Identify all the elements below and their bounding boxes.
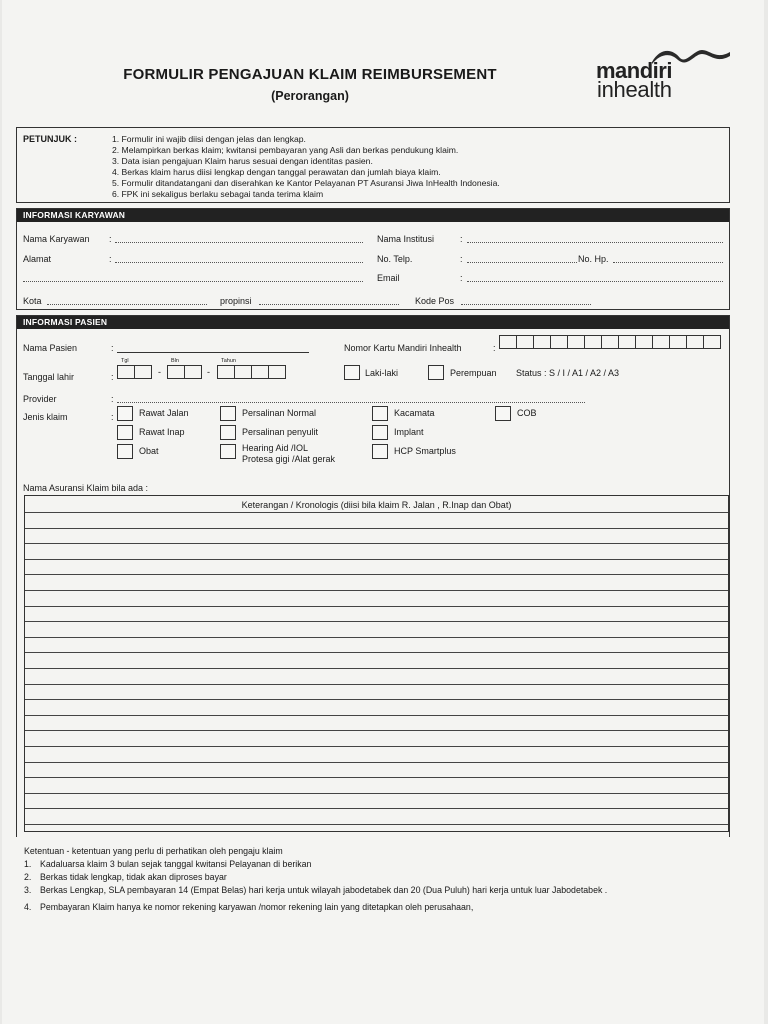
kronologi-row-line (25, 793, 728, 794)
tgl-digit-1[interactable] (117, 365, 135, 379)
nama-pasien-field[interactable] (117, 352, 309, 353)
kronologi-row-line (25, 699, 728, 700)
label-nomor-kartu: Nomor Kartu Mandiri Inhealth (344, 343, 462, 353)
bln-digit-1[interactable] (167, 365, 185, 379)
colon: : (111, 394, 114, 404)
perempuan-checkbox[interactable] (428, 365, 444, 380)
no-hp-field[interactable] (613, 262, 723, 263)
kronologi-row-line (25, 543, 728, 544)
form-subtitle: (Perorangan) (271, 89, 349, 103)
label-nama-asuransi: Nama Asuransi Klaim bila ada : (23, 483, 149, 493)
dash: - (158, 367, 161, 377)
nomor-kartu-digit[interactable] (652, 335, 670, 349)
label-implant: Implant (394, 427, 424, 437)
nomor-kartu-digit[interactable] (533, 335, 551, 349)
kronologi-row-line (25, 746, 728, 747)
label-rawat-inap: Rawat Inap (139, 427, 185, 437)
provider-field[interactable] (117, 402, 585, 403)
label-nama-karyawan: Nama Karyawan (23, 234, 90, 244)
label-alamat: Alamat (23, 254, 52, 264)
colon: : (111, 372, 114, 382)
label-nama-institusi: Nama Institusi (377, 234, 435, 244)
rawat-inap-checkbox[interactable] (117, 425, 133, 440)
petunjuk-item: 5. Formulir ditandatangani dan diserahkan ke Kantor Pelayanan PT Asuransi Jiwa InHealth Indonesia. (112, 178, 500, 189)
label-email: Email (377, 273, 400, 283)
propinsi-field[interactable] (259, 304, 399, 305)
colon: : (460, 254, 463, 264)
nomor-kartu-digit[interactable] (584, 335, 602, 349)
kronologi-row-line (25, 762, 728, 763)
laki-laki-checkbox[interactable] (344, 365, 360, 380)
kronologi-row-line (25, 528, 728, 529)
label-rawat-jalan: Rawat Jalan (139, 408, 189, 418)
label-hcp-smartplus: HCP Smartplus (394, 446, 456, 456)
kronologi-row-line (25, 637, 728, 638)
kronologi-row-line (25, 621, 728, 622)
obat-checkbox[interactable] (117, 444, 133, 459)
dash: - (207, 367, 210, 377)
tgl-digit-2[interactable] (134, 365, 152, 379)
kota-field[interactable] (47, 304, 207, 305)
petunjuk-label: PETUNJUK : (23, 134, 78, 144)
label-hearing-aid: Hearing Aid /IOL (242, 443, 309, 453)
petunjuk-item: 3. Data isian pengajuan Klaim harus sesuai dengan identitas pasien. (112, 156, 373, 167)
label-kota: Kota (23, 296, 42, 306)
kronologi-box[interactable] (24, 495, 729, 832)
tahun-digit-4[interactable] (268, 365, 286, 379)
nomor-kartu-digit[interactable] (635, 335, 653, 349)
kronologi-row-line (25, 590, 728, 591)
label-persalinan-normal: Persalinan Normal (242, 408, 317, 418)
kronologi-row-line (25, 684, 728, 685)
label-no-hp: No. Hp. (578, 254, 609, 264)
label-no-telp: No. Telp. (377, 254, 413, 264)
petunjuk-list (112, 134, 500, 201)
nomor-kartu-digit[interactable] (618, 335, 636, 349)
ketentuan-notes (24, 845, 684, 914)
alamat-field-line-2[interactable] (23, 281, 363, 282)
persalinan-penyulit-checkbox[interactable] (220, 425, 236, 440)
logo-text-inhealth: inhealth (597, 77, 672, 102)
nomor-kartu-digit[interactable] (567, 335, 585, 349)
mandiri-inhealth-logo (596, 44, 746, 104)
label-bln: Bln (171, 358, 179, 364)
kronologi-row-line (25, 808, 728, 809)
form-page (2, 0, 764, 1024)
nomor-kartu-digit[interactable] (550, 335, 568, 349)
petunjuk-item: 2. Melampirkan berkas klaim; kwitansi pembayaran yang Asli dan berkas pendukung klaim. (112, 145, 459, 156)
kode-pos-field[interactable] (461, 304, 591, 305)
kronologi-row-line (25, 559, 728, 560)
kronologi-row-line (25, 824, 728, 825)
label-provider: Provider (23, 394, 57, 404)
nomor-kartu-digit[interactable] (499, 335, 517, 349)
section-informasi-karyawan (16, 208, 730, 310)
kronologi-row-line (25, 730, 728, 731)
ketentuan-item: 3. Berkas Lengkap, SLA pembayaran 14 (Empat Belas) hari kerja untuk wilayah jabodetabek dan 20 (Dua Puluh) hari kerja untuk luar Jabodetabek . (24, 885, 608, 895)
label-tanggal-lahir: Tanggal lahir (23, 372, 75, 382)
colon: : (109, 234, 112, 244)
ketentuan-item: 1. Kadaluarsa klaim 3 bulan sejak tanggal kwitansi Pelayanan di berikan (24, 859, 312, 869)
label-obat: Obat (139, 446, 159, 456)
hcp-smartplus-checkbox[interactable] (372, 444, 388, 459)
nomor-kartu-digit[interactable] (516, 335, 534, 349)
form-title: FORMULIR PENGAJUAN KLAIM REIMBURSEMENT (123, 66, 497, 83)
implant-checkbox[interactable] (372, 425, 388, 440)
label-cob: COB (517, 408, 537, 418)
logo-text-mandiri: mandiri (596, 58, 672, 83)
colon: : (111, 412, 114, 422)
label-protesa: Protesa gigi /Alat gerak (242, 454, 336, 464)
label-perempuan: Perempuan (450, 368, 497, 378)
ketentuan-item: 2. Berkas tidak lengkap, tidak akan diproses bayar (24, 872, 227, 882)
kronologi-row-line (25, 652, 728, 653)
hearing-aid-checkbox[interactable] (220, 444, 236, 459)
label-nama-pasien: Nama Pasien (23, 343, 78, 353)
label-kacamata: Kacamata (394, 408, 435, 418)
no-telp-field[interactable] (467, 262, 577, 263)
section-heading: INFORMASI PASIEN (17, 316, 729, 329)
petunjuk-item: 6. FPK ini sekaligus berlaku sebagai tanda terima klaim (112, 189, 324, 200)
nomor-kartu-digit[interactable] (703, 335, 721, 349)
email-field[interactable] (467, 281, 723, 282)
kronologi-row-line (25, 715, 728, 716)
rawat-jalan-checkbox[interactable] (117, 406, 133, 421)
tahun-digit-1[interactable] (217, 365, 235, 379)
nomor-kartu-digit[interactable] (686, 335, 704, 349)
petunjuk-box (16, 127, 730, 203)
nama-institusi-field[interactable] (467, 242, 723, 243)
label-status: Status : S / I / A1 / A2 / A3 (516, 368, 620, 378)
persalinan-normal-checkbox[interactable] (220, 406, 236, 421)
kronologi-heading: Keterangan / Kronologis (diisi bila klaim R. Jalan , R.Inap dan Obat) (241, 500, 512, 510)
nomor-kartu-digit[interactable] (669, 335, 687, 349)
label-persalinan-penyulit: Persalinan penyulit (242, 427, 319, 437)
alamat-field-line-1[interactable] (115, 262, 363, 263)
kronologi-row-line (25, 777, 728, 778)
petunjuk-item: 1. Formulir ini wajib diisi dengan jelas dan lengkap. (112, 134, 306, 144)
label-kode-pos: Kode Pos (415, 296, 455, 306)
petunjuk-item: 4. Berkas klaim harus diisi lengkap dengan tanggal perawatan dan jumlah biaya klaim. (112, 167, 441, 178)
ketentuan-heading: Ketentuan - ketentuan yang perlu di perhatikan oleh pengaju klaim (24, 846, 283, 856)
bln-digit-2[interactable] (184, 365, 202, 379)
nama-karyawan-field[interactable] (115, 242, 363, 243)
section-heading: INFORMASI KARYAWAN (17, 209, 729, 222)
colon: : (493, 343, 496, 353)
label-propinsi: propinsi (220, 296, 252, 306)
kronologi-row-line (25, 668, 728, 669)
kronologi-row-line (25, 512, 728, 513)
colon: : (460, 273, 463, 283)
label-tahun: Tahun (221, 358, 236, 364)
label-tgl: Tgl (121, 358, 129, 364)
label-jenis-klaim: Jenis klaim (23, 412, 68, 422)
kronologi-row-line (25, 574, 728, 575)
tahun-digit-2[interactable] (234, 365, 252, 379)
kacamata-checkbox[interactable] (372, 406, 388, 421)
kronologi-row-line (25, 606, 728, 607)
tahun-digit-3[interactable] (251, 365, 269, 379)
colon: : (460, 234, 463, 244)
ketentuan-item: 4. Pembayaran Klaim hanya ke nomor rekening karyawan /nomor rekening lain yang ditetapkan oleh perusahaan, (24, 902, 474, 912)
nomor-kartu-digit[interactable] (601, 335, 619, 349)
colon: : (111, 343, 114, 353)
cob-checkbox[interactable] (495, 406, 511, 421)
colon: : (109, 254, 112, 264)
label-laki-laki: Laki-laki (365, 368, 399, 378)
